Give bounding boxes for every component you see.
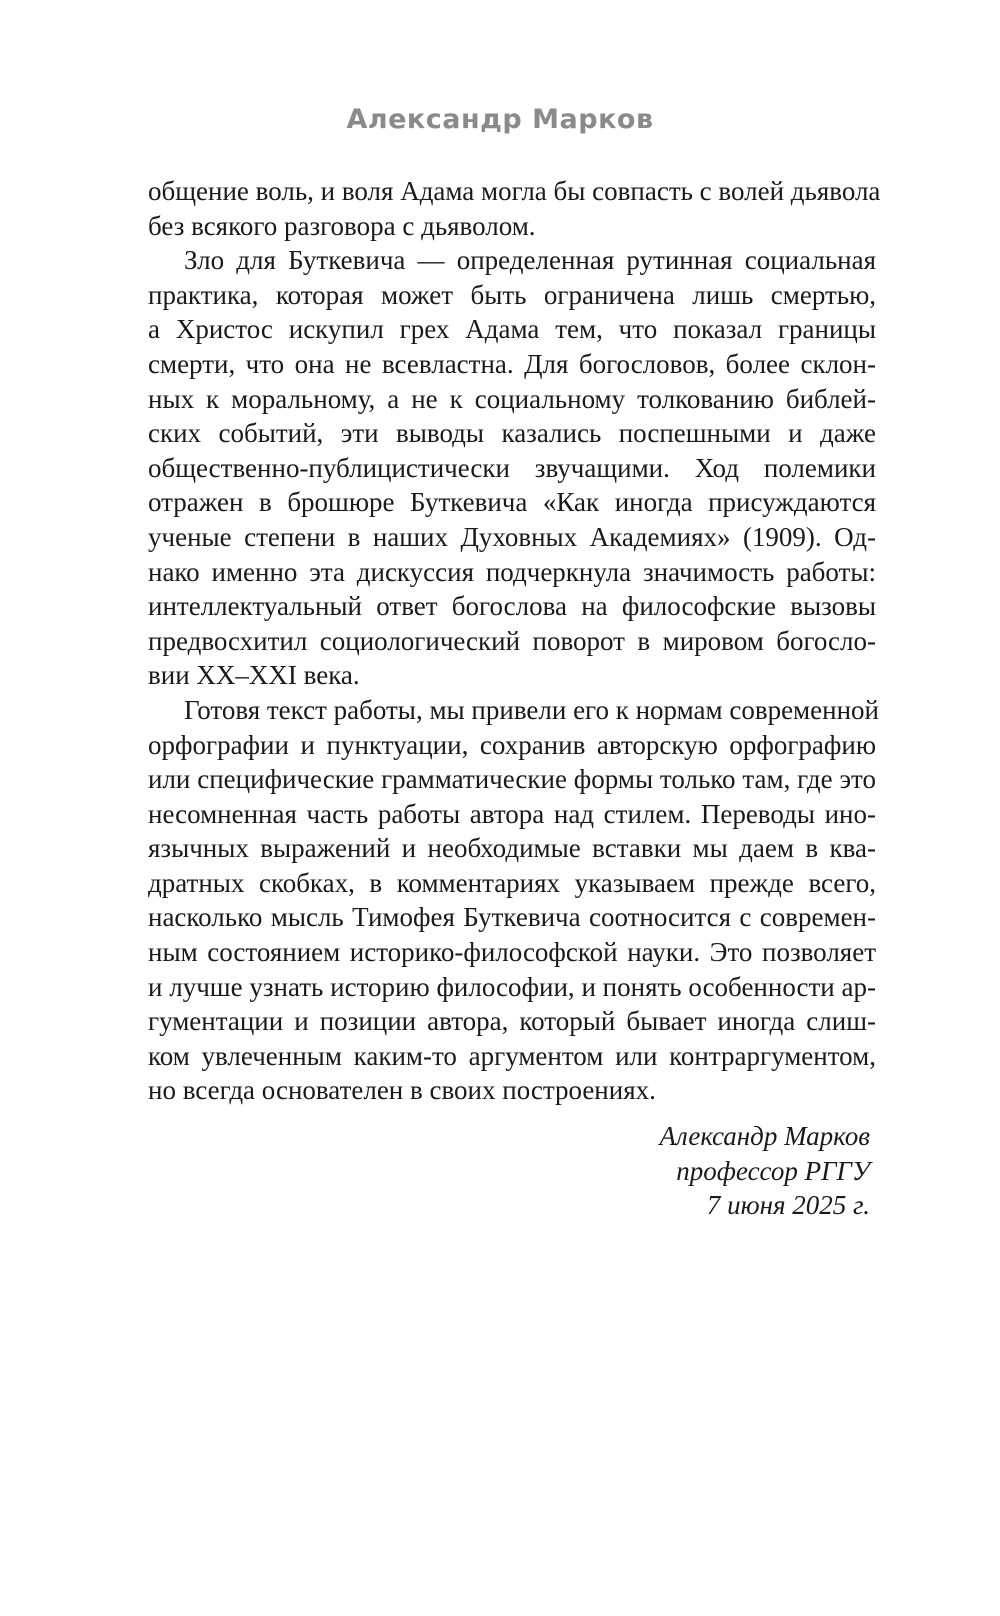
text-line: общение воль, и воля Адама могла бы совпасть с волей дьявола	[148, 176, 881, 206]
text-line: орфографии и пунктуации, сохранив авторскую орфографию	[148, 729, 876, 760]
text-line: а Христос искупил грех Адама тем, что показал границы	[148, 314, 876, 345]
text-line: гументации и позиции автора, который бывает иногда слиш-	[148, 1006, 876, 1037]
signature-title: профессор РГГУ	[676, 1155, 870, 1186]
text-line: и лучше узнать историю философии, и понять особенности ар-	[148, 971, 876, 1002]
text-line: или специфические грамматические формы только там, где это	[148, 764, 876, 795]
text-line: ных к моральному, а не к социальному толкованию библей-	[148, 383, 876, 414]
text-line: ученые степени в наших Духовных Академиях» (1909). Од-	[148, 521, 876, 552]
signature-date: 7 июня 2025 г.	[706, 1190, 870, 1221]
text-line: без всякого разговора с дьяволом.	[148, 210, 536, 241]
text-line: отражен в брошюре Буткевича «Как иногда присуждаются	[148, 487, 876, 518]
body-text	[148, 174, 881, 1108]
paragraph-3	[148, 693, 879, 1108]
text-line: Готовя текст работы, мы привели его к нормам современной	[184, 694, 879, 725]
text-line: предвосхитил социологический поворот в мировом богосло-	[148, 625, 876, 656]
text-line: ным состоянием историко-философской науки. Это позволяет	[148, 937, 876, 968]
text-line: нако именно эта дискуссия подчеркнула значимость работы:	[148, 556, 876, 587]
text-line: интеллектуальный ответ богослова на философские вызовы	[148, 591, 876, 622]
text-line: ком увлеченным каким-то аргументом или контраргументом,	[148, 1040, 876, 1071]
signature-block	[659, 1119, 870, 1223]
text-line: насколько мысль Тимофея Буткевича соотносится с современ-	[148, 902, 876, 933]
paragraph-2	[148, 243, 876, 693]
text-line: практика, которая может быть ограничена лишь смертью,	[148, 279, 876, 310]
text-line: Зло для Буткевича — определенная рутинная социальная	[184, 245, 876, 276]
text-line: дратных скобках, в комментариях указываем прежде всего,	[148, 867, 876, 898]
text-line: общественно-публицистически звучащими. Ход полемики	[148, 452, 876, 483]
text-line: язычных выражений и необходимые вставки мы даем в ква-	[148, 833, 876, 864]
text-line: смерти, что она не всевластна. Для богословов, более склон-	[148, 348, 876, 379]
signature-name: Александр Марков	[659, 1121, 870, 1151]
text-line: несомненная часть работы автора над стилем. Переводы ино-	[148, 798, 876, 829]
text-line: но всегда основателен в своих построениях.	[148, 1075, 656, 1106]
running-head: Александр Марков	[346, 104, 654, 135]
text-line: вии XX–XXI века.	[148, 660, 360, 691]
paragraph-1	[148, 174, 881, 243]
text-line: ских событий, эти выводы казались поспешными и даже	[148, 418, 876, 449]
